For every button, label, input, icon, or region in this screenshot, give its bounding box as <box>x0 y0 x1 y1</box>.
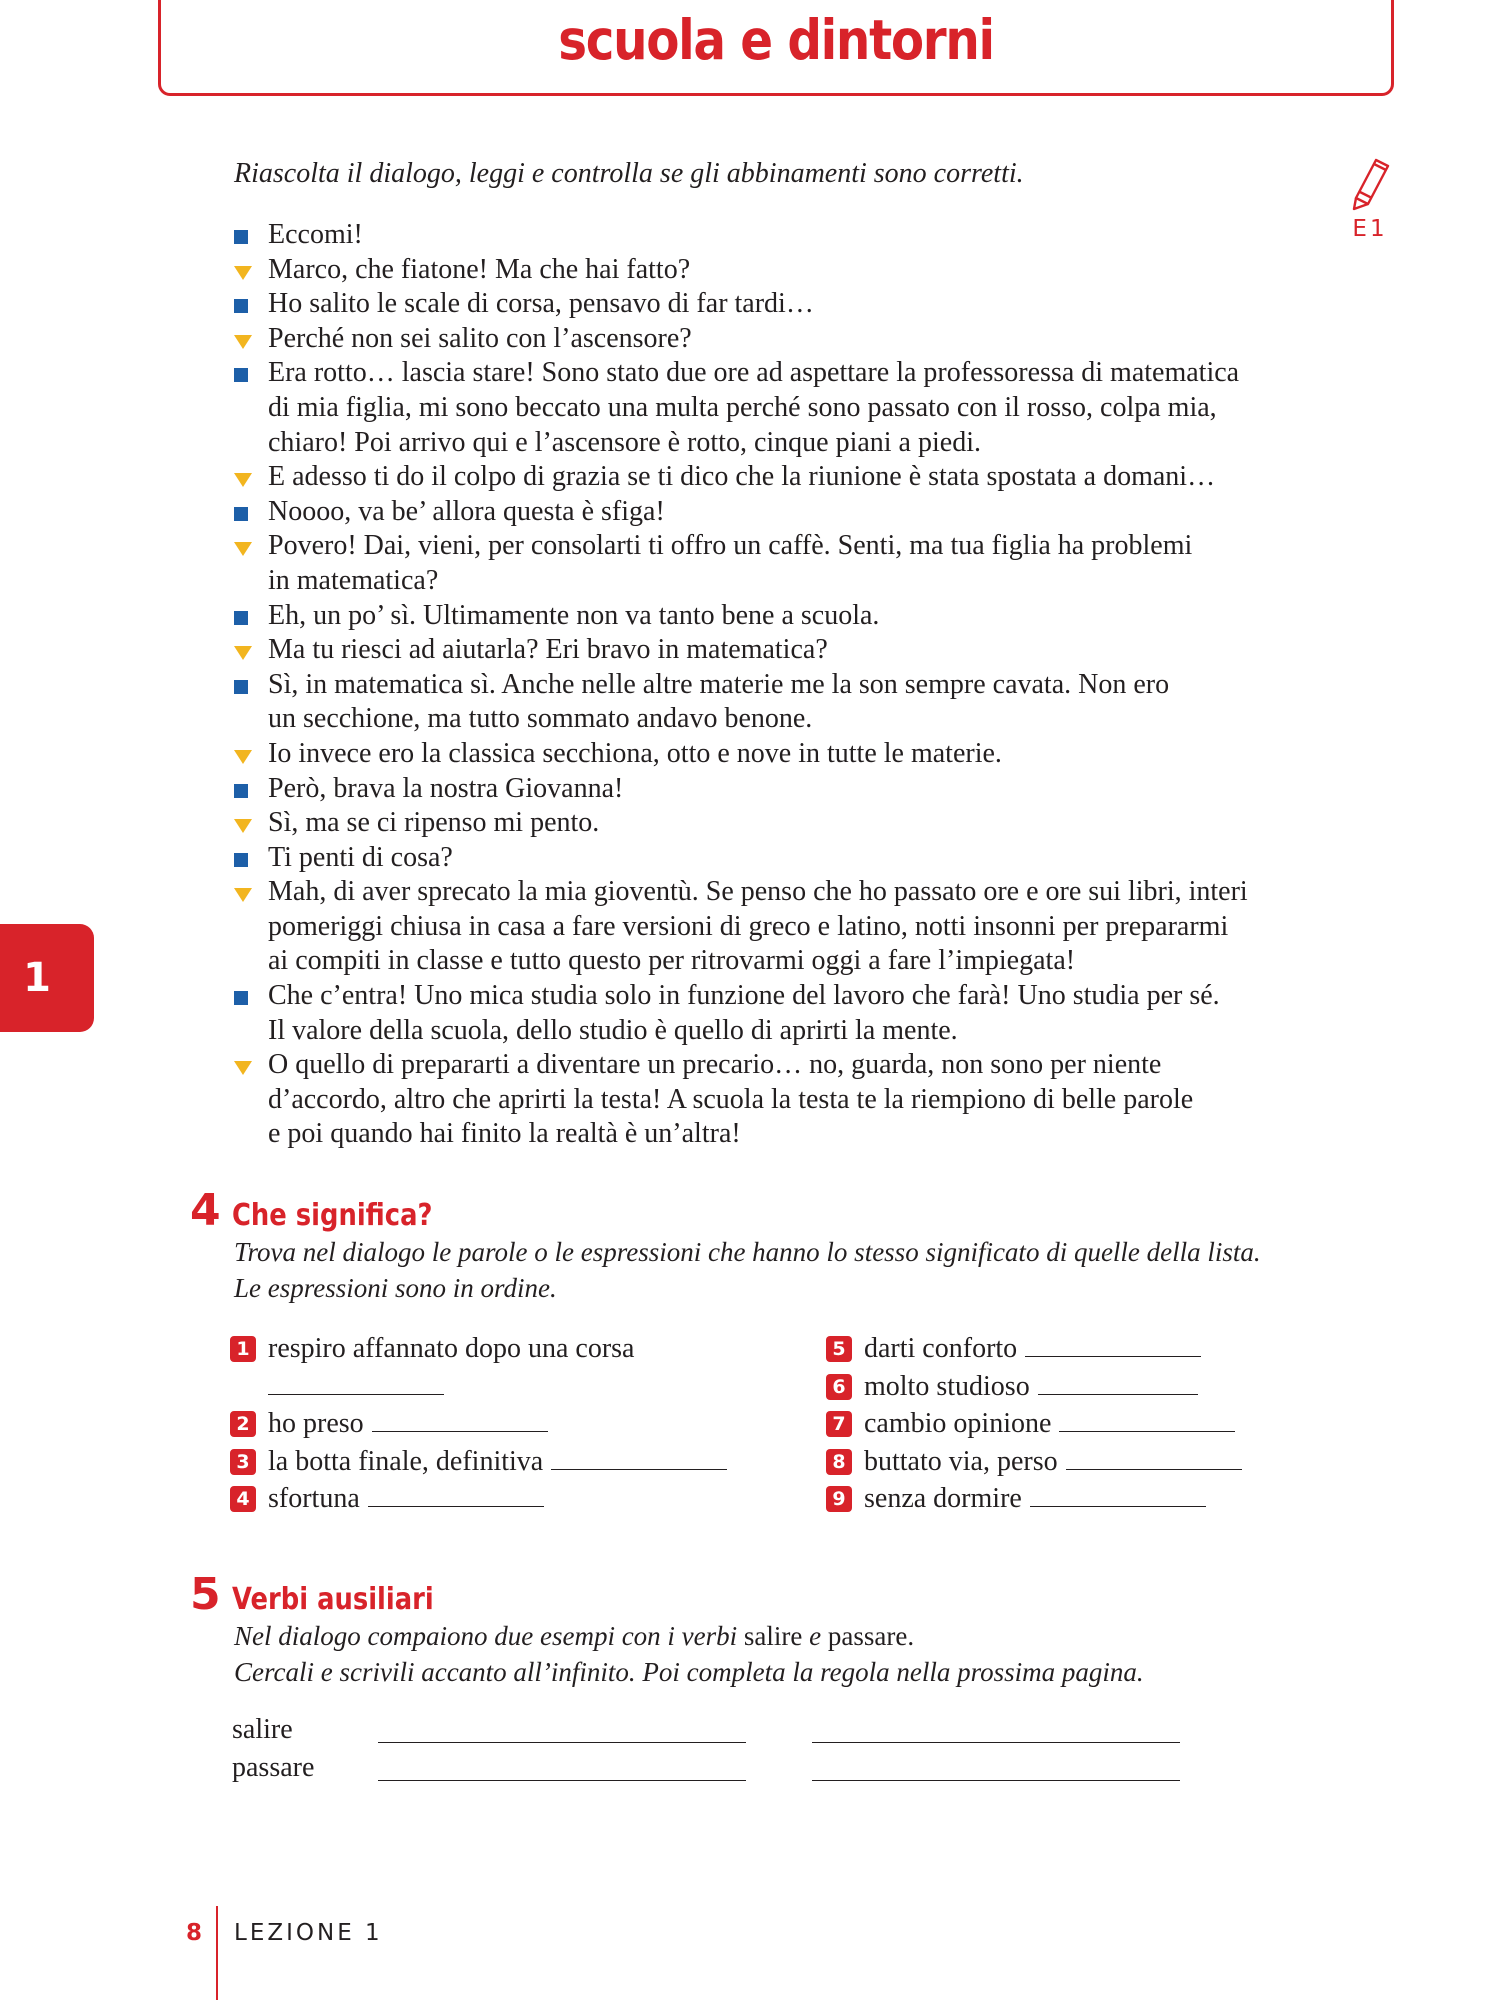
exercise-4-item <box>826 1330 1346 1368</box>
dialogue-text: Sì, in matematica sì. Anche nelle altre materie me la son sempre cavata. Non ero <box>268 668 1170 700</box>
dialogue-text: Sì, ma se ci ripenso mi pento. <box>268 807 600 839</box>
item-number-badge: 6 <box>826 1374 852 1400</box>
item-text: la botta finale, definitiva <box>268 1445 544 1477</box>
item-text: molto studioso <box>864 1370 1030 1402</box>
dialogue-text: Ho salito le scale di corsa, pensavo di far tardi… <box>268 288 814 320</box>
dialogue-line <box>232 633 1372 668</box>
dialogue-text: chiaro! Poi arrivo qui e l’ascensore è rotto, cinque piani a piedi. <box>268 426 981 458</box>
dialogue-text: d’accordo, altro che aprirti la testa! A scuola la testa te la riempiono di belle parole <box>268 1083 1194 1115</box>
item-number-badge: 8 <box>826 1449 852 1475</box>
dialogue-text: Eh, un po’ sì. Ultimamente non va tanto bene a scuola. <box>268 599 880 631</box>
dialogue-text: e poi quando hai finito la realtà è un’altra! <box>268 1118 741 1150</box>
exercise-4-title: Che significa? <box>232 1198 433 1233</box>
dialogue-text: un secchione, ma tutto sommato andavo benone. <box>268 703 813 735</box>
dialogue-line <box>232 218 1372 253</box>
dialogue-line <box>232 460 1372 495</box>
dialogue-text: Marco, che fiatone! Ma che hai fatto? <box>268 253 691 285</box>
dialogue-text: pomeriggi chiusa in casa a fare versioni di greco e latino, notti insonni per prepararmi <box>268 910 1229 942</box>
exercise-4-item <box>826 1443 1346 1481</box>
speaker-triangle-icon <box>234 542 252 556</box>
speaker-square-icon <box>234 784 248 798</box>
speaker-square-icon <box>234 230 248 244</box>
item-number-badge: 2 <box>230 1411 256 1437</box>
dialogue-text: Però, brava la nostra Giovanna! <box>268 772 624 804</box>
exercise-4-number: 4 <box>190 1185 221 1236</box>
footer-divider <box>216 1906 218 2000</box>
page-title: scuola e dintorni <box>558 8 994 72</box>
dialogue-text: Eccomi! <box>268 219 363 250</box>
speaker-square-icon <box>234 611 248 625</box>
dialogue-text: Ma tu riesci ad aiutarla? Eri bravo in matematica? <box>268 634 828 666</box>
exercise-5-number: 5 <box>190 1569 221 1620</box>
speaker-triangle-icon <box>234 750 252 764</box>
answer-blank[interactable] <box>1066 1445 1242 1470</box>
answer-blank[interactable] <box>1059 1407 1235 1432</box>
verb-salire-blank-2[interactable] <box>812 1742 1180 1743</box>
dialogue-line <box>232 841 1372 876</box>
verb-salire-label: salire <box>232 1714 293 1745</box>
speaker-triangle-icon <box>234 473 252 487</box>
pencil-icon <box>1348 156 1392 212</box>
dialogue-line <box>232 495 1372 530</box>
item-number-badge: 5 <box>826 1336 852 1362</box>
answer-blank[interactable] <box>551 1445 727 1470</box>
speaker-triangle-icon <box>234 646 252 660</box>
dialogue-text: di mia figlia, mi sono beccato una multa perché sono passato con il rosso, colpa mia, <box>268 391 1217 423</box>
exercise-4-item <box>230 1443 790 1481</box>
exercise-4-list-right <box>826 1330 1346 1518</box>
dialogue-line <box>232 356 1372 460</box>
item-number-badge: 7 <box>826 1411 852 1437</box>
header-box <box>158 0 1394 96</box>
dialogue-text: ai compiti in classe e tutto questo per ritrovarmi oggi a fare l’impiegata! <box>268 945 1076 977</box>
exercise-4-list-left <box>230 1330 790 1518</box>
dialogue-text: O quello di prepararti a diventare un precario… no, guarda, non sono per niente <box>268 1049 1162 1081</box>
lesson-side-tab: 1 <box>0 924 94 1032</box>
speaker-square-icon <box>234 299 248 313</box>
dialogue-text: Mah, di aver sprecato la mia gioventù. Se penso che ho passato ore e ore sui libri, interi <box>268 876 1248 908</box>
dialogue-line <box>232 737 1372 772</box>
speaker-square-icon <box>234 507 248 521</box>
dialogue-line <box>232 979 1372 1048</box>
dialogue-line <box>232 322 1372 357</box>
verb-passare-blank-1[interactable] <box>378 1780 746 1781</box>
dialogue-line <box>232 253 1372 288</box>
item-text: senza dormire <box>864 1483 1022 1514</box>
dialogue-line <box>232 806 1372 841</box>
dialogue-text: Io invece ero la classica secchiona, otto e nove in tutte le materie. <box>268 737 1002 769</box>
dialogue-text: Perché non sei salito con l’ascensore? <box>268 322 692 354</box>
item-number-badge: 4 <box>230 1486 256 1512</box>
speaker-square-icon <box>234 368 248 382</box>
exercise-4-item <box>826 1480 1346 1518</box>
lesson-label: LEZIONE 1 <box>234 1920 383 1946</box>
dialogue-text: Che c’entra! Uno mica studia solo in funzione del lavoro che farà! Uno studia per sé. <box>268 980 1220 1012</box>
exercise-3-instruction: Riascolta il dialogo, leggi e controlla se gli abbinamenti sono corretti. <box>234 158 1024 189</box>
speaker-triangle-icon <box>234 266 252 280</box>
speaker-triangle-icon <box>234 1061 252 1075</box>
speaker-square-icon <box>234 853 248 867</box>
page-number: 8 <box>186 1920 203 1946</box>
item-number-badge: 1 <box>230 1336 256 1362</box>
page-footer <box>0 1896 600 2000</box>
speaker-triangle-icon <box>234 335 252 349</box>
exercise-5-instruction-2: Cercali e scrivili accanto all’infinito. Poi completa la regola nella prossima pagina. <box>234 1657 1144 1687</box>
item-text: buttato via, perso <box>864 1445 1058 1477</box>
exercise-4-item <box>826 1368 1346 1406</box>
dialogue-text: in matematica? <box>268 564 439 596</box>
item-text: ho preso <box>268 1408 364 1439</box>
item-number-badge: 3 <box>230 1449 256 1475</box>
item-text: sfortuna <box>268 1483 360 1514</box>
item-text: respiro affannato dopo una corsa <box>268 1333 635 1364</box>
item-text: cambio opinione <box>864 1408 1052 1439</box>
dialogue-text: Il valore della scuola, dello studio è quello di aprirti la mente. <box>268 1014 958 1046</box>
dialogue-line <box>232 599 1372 634</box>
answer-blank[interactable] <box>368 1482 544 1507</box>
dialogue-line <box>232 529 1372 598</box>
answer-blank[interactable] <box>1025 1332 1201 1357</box>
item-text: darti conforto <box>864 1333 1018 1364</box>
verb-passare-blank-2[interactable] <box>812 1780 1180 1781</box>
dialogue-line <box>232 668 1372 737</box>
dialogue-text: E adesso ti do il colpo di grazia se ti dico che la riunione è stata spostata a domani… <box>268 461 1216 493</box>
exercise-4-item <box>230 1405 790 1443</box>
exercise-4-instruction-2: Le espressioni sono in ordine. <box>234 1273 557 1303</box>
dialogue-text: Noooo, va be’ allora questa è sfiga! <box>268 495 665 527</box>
dialogue-line <box>232 1048 1372 1152</box>
speaker-square-icon <box>234 680 248 694</box>
exercise-5 <box>190 1570 1370 1710</box>
verb-salire-blank-1[interactable] <box>378 1742 746 1743</box>
exercise-5-instruction-1: Nel dialogo compaiono due esempi con i verbi salire e passare. <box>234 1621 915 1651</box>
answer-blank[interactable] <box>1038 1370 1198 1395</box>
reference-label: E1 <box>1352 216 1388 242</box>
answer-blank[interactable] <box>268 1370 444 1395</box>
speaker-triangle-icon <box>234 888 252 902</box>
dialogue-text: Era rotto… lascia stare! Sono stato due ore ad aspettare la professoressa di matematica <box>268 357 1240 389</box>
dialogue-line <box>232 287 1372 322</box>
exercise-5-title: Verbi ausiliari <box>232 1582 434 1617</box>
speaker-square-icon <box>234 991 248 1005</box>
dialogue-text: Ti penti di cosa? <box>268 841 453 873</box>
verb-passare-label: passare <box>232 1752 315 1783</box>
answer-blank[interactable] <box>1030 1482 1206 1507</box>
item-number-badge: 9 <box>826 1486 852 1512</box>
exercise-4-item <box>230 1330 790 1405</box>
exercise-4-item <box>230 1480 790 1518</box>
exercise-4-item <box>826 1405 1346 1443</box>
dialogue-line <box>232 875 1372 979</box>
speaker-triangle-icon <box>234 819 252 833</box>
answer-blank[interactable] <box>372 1407 548 1432</box>
exercise-4-instruction-1: Trova nel dialogo le parole o le espressioni che hanno lo stesso significato di quelle della lista. <box>234 1237 1261 1267</box>
dialogue-list <box>232 218 1372 1152</box>
dialogue-line <box>232 772 1372 807</box>
dialogue-text: Povero! Dai, vieni, per consolarti ti offro un caffè. Senti, ma tua figlia ha problemi <box>268 530 1193 562</box>
